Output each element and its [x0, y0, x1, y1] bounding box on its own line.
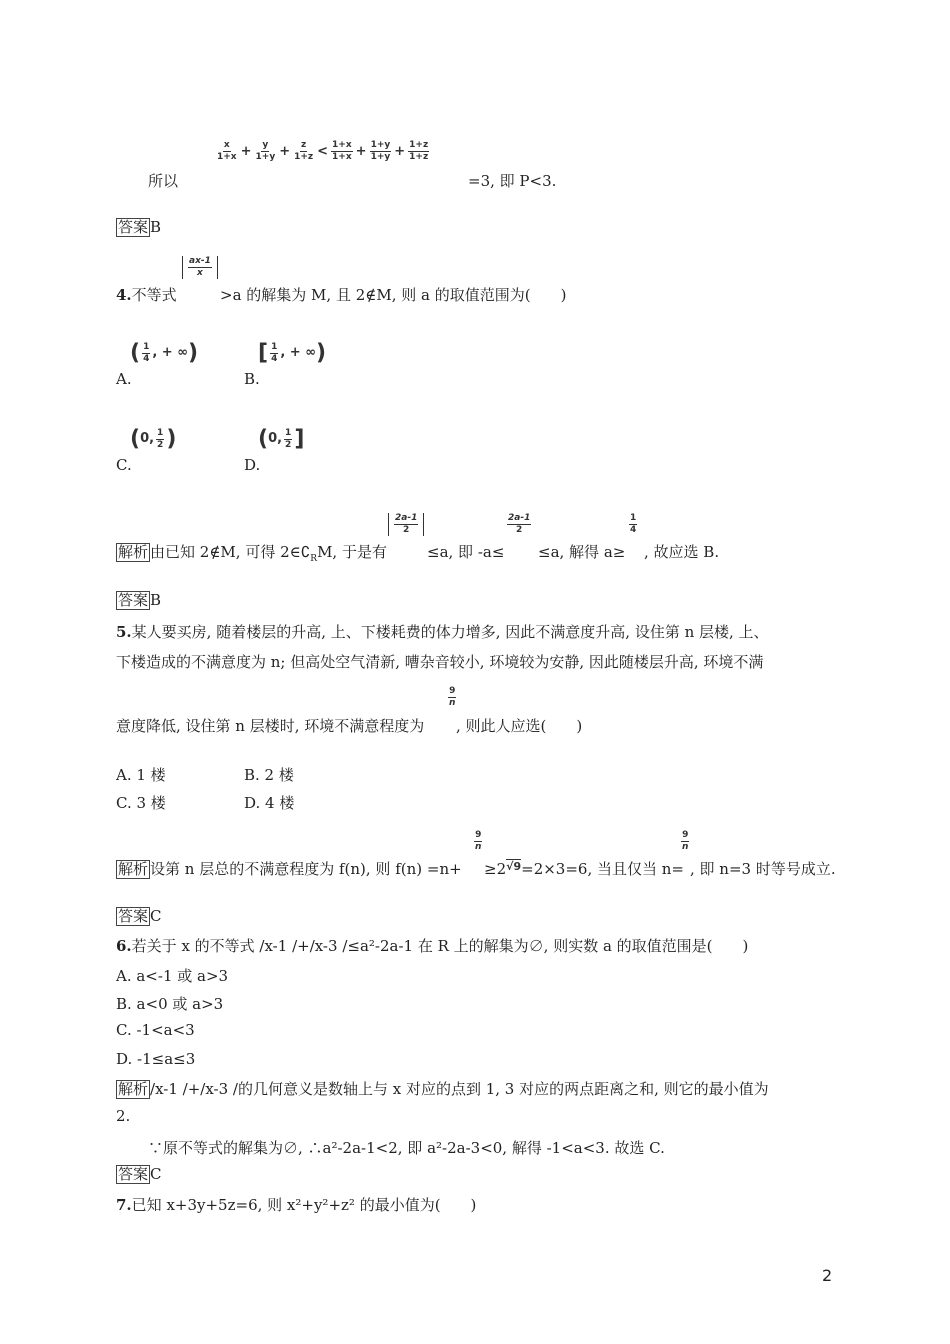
q4-option-c-label: C.	[116, 456, 132, 474]
q3-inequality-formula: $\frac{x}{1+x}$ + $\frac{y}{1+y}$ + $\frac{z}{1+z}$ < $\frac{1+x}{1+x}$ + $\frac{1+y}{1+y}$ + $\frac{1+z}{1+z}$	[217, 140, 429, 162]
q4-analysis-3: ≤a, 解得 a≥	[538, 543, 626, 561]
q5-line-3: 意度降低, 设住第 n 层楼时, 环境不满意程度为	[116, 717, 425, 735]
sqrt-nine: √9	[506, 860, 522, 873]
q6-option-a: A. a<-1 或 a>3	[116, 967, 229, 985]
q4-analysis-4: , 故应选 B.	[644, 543, 720, 561]
q5-analysis-2: $\ge 2^{√9}=2\times 3=6$, 当且仅当 n=	[484, 860, 684, 878]
q6-option-d: D. -1≤a≤3	[116, 1050, 196, 1068]
q4-option-b-interval: [ $\frac{1}{4}$ , + ∞)	[258, 340, 327, 366]
q4-analysis-abs-fraction: $\frac{2a-1}{2}$	[388, 513, 424, 536]
analysis-label: 解析	[118, 1080, 149, 1098]
q4-analysis: 解析 由已知 2∉M, 可得 $2\in∁_RM$, 于是有	[118, 543, 387, 564]
q6-option-b: B. a<0 或 a>3	[116, 995, 224, 1013]
answer-label: 答案	[118, 1165, 149, 1183]
q4-option-b-label: B.	[244, 370, 260, 388]
q4-option-a-interval: ( $\frac{1}{4}$ , + ∞)	[130, 340, 199, 366]
q4-analysis-quarter: $\frac{1}{4}$	[630, 513, 637, 535]
q4-analysis-2: ≤a, 即 -a≤	[427, 543, 505, 561]
analysis-label: 解析	[118, 860, 149, 878]
q6-analysis-2: 2.	[116, 1107, 131, 1125]
page-number: 2	[822, 1266, 833, 1285]
q6-analysis-3: ∵原不等式的解集为∅, ∴a²-2a-1<2, 即 a²-2a-3<0, 解得 -1<a<3. 故选 C.	[148, 1139, 665, 1157]
q4-abs-fraction: $\frac{ax-1}{x}$	[182, 256, 218, 279]
q5-nine-over-n: $\frac{9}{n}$	[449, 686, 456, 708]
q6-option-c: C. -1<a<3	[116, 1021, 195, 1039]
answer-label: 答案	[118, 591, 149, 609]
q5-analysis-frac: $\frac{9}{n}$	[475, 830, 482, 852]
q4-stem-post: >a 的解集为 M, 且 2∉M, 则 a 的取值范围为( )	[220, 286, 567, 304]
q5-line-2: 下楼造成的不满意度为 n; 但高处空气清新, 嘈杂音较小, 环境较为安静, 因此随楼层升高, 环境不满	[116, 653, 764, 671]
q5-option-c: C. 3 楼	[116, 794, 166, 812]
q5-analysis-3: , 即 n=3 时等号成立.	[690, 860, 836, 878]
q3-conclusion-suffix: =3, 即 P<3.	[468, 172, 557, 190]
q5-answer	[116, 907, 162, 926]
q5-line-1: 5.某人要买房, 随着楼层的升高, 上、下楼耗费的体力增多, 因此不满意度升高, 设住第 n 层楼, 上、	[116, 623, 769, 641]
answer-value: C	[150, 1165, 162, 1183]
q4-answer	[116, 591, 161, 610]
q4-option-c-interval: (0, $\frac{1}{2}$ )	[130, 426, 177, 452]
q4-stem: 4.不等式	[116, 286, 177, 304]
q5-option-b: B. 2 楼	[244, 766, 294, 784]
q4-option-a-label: A.	[116, 370, 132, 388]
answer-value: B	[150, 218, 162, 236]
q6-answer	[116, 1165, 162, 1184]
q5-analysis-frac-2: $\frac{9}{n}$	[682, 830, 689, 852]
answer-label: 答案	[118, 907, 149, 925]
q5-option-d: D. 4 楼	[244, 794, 295, 812]
q4-analysis-fraction: $\frac{2a-1}{2}$	[508, 513, 531, 535]
q3-conclusion: 所以	[148, 172, 179, 190]
q6-analysis: 解析 /x-1 /+/x-3 /的几何意义是数轴上与 x 对应的点到 1, 3 对应的两点距离之和, 则它的最小值为	[118, 1080, 769, 1098]
q5-option-a: A. 1 楼	[116, 766, 166, 784]
answer-value: C	[150, 907, 162, 925]
q5-line-3-post: , 则此人应选( )	[456, 717, 583, 735]
q4-option-d-interval: (0, $\frac{1}{2}$ ]	[258, 426, 305, 452]
answer-label: 答案	[118, 218, 149, 236]
q5-analysis: 解析 设第 n 层总的不满意程度为 f(n), 则 f(n) =n+	[118, 860, 462, 878]
analysis-label: 解析	[118, 543, 149, 561]
q6-stem: 6.若关于 x 的不等式 /x-1 /+/x-3 /≤a²-2a-1 在 R 上的解集为∅, 则实数 a 的取值范围是( )	[116, 937, 749, 955]
q7-stem: 7.已知 x+3y+5z=6, 则 x²+y²+z² 的最小值为( )	[116, 1196, 477, 1214]
answer-value: B	[150, 591, 162, 609]
q4-option-d-label: D.	[244, 456, 261, 474]
q3-answer	[116, 218, 161, 237]
